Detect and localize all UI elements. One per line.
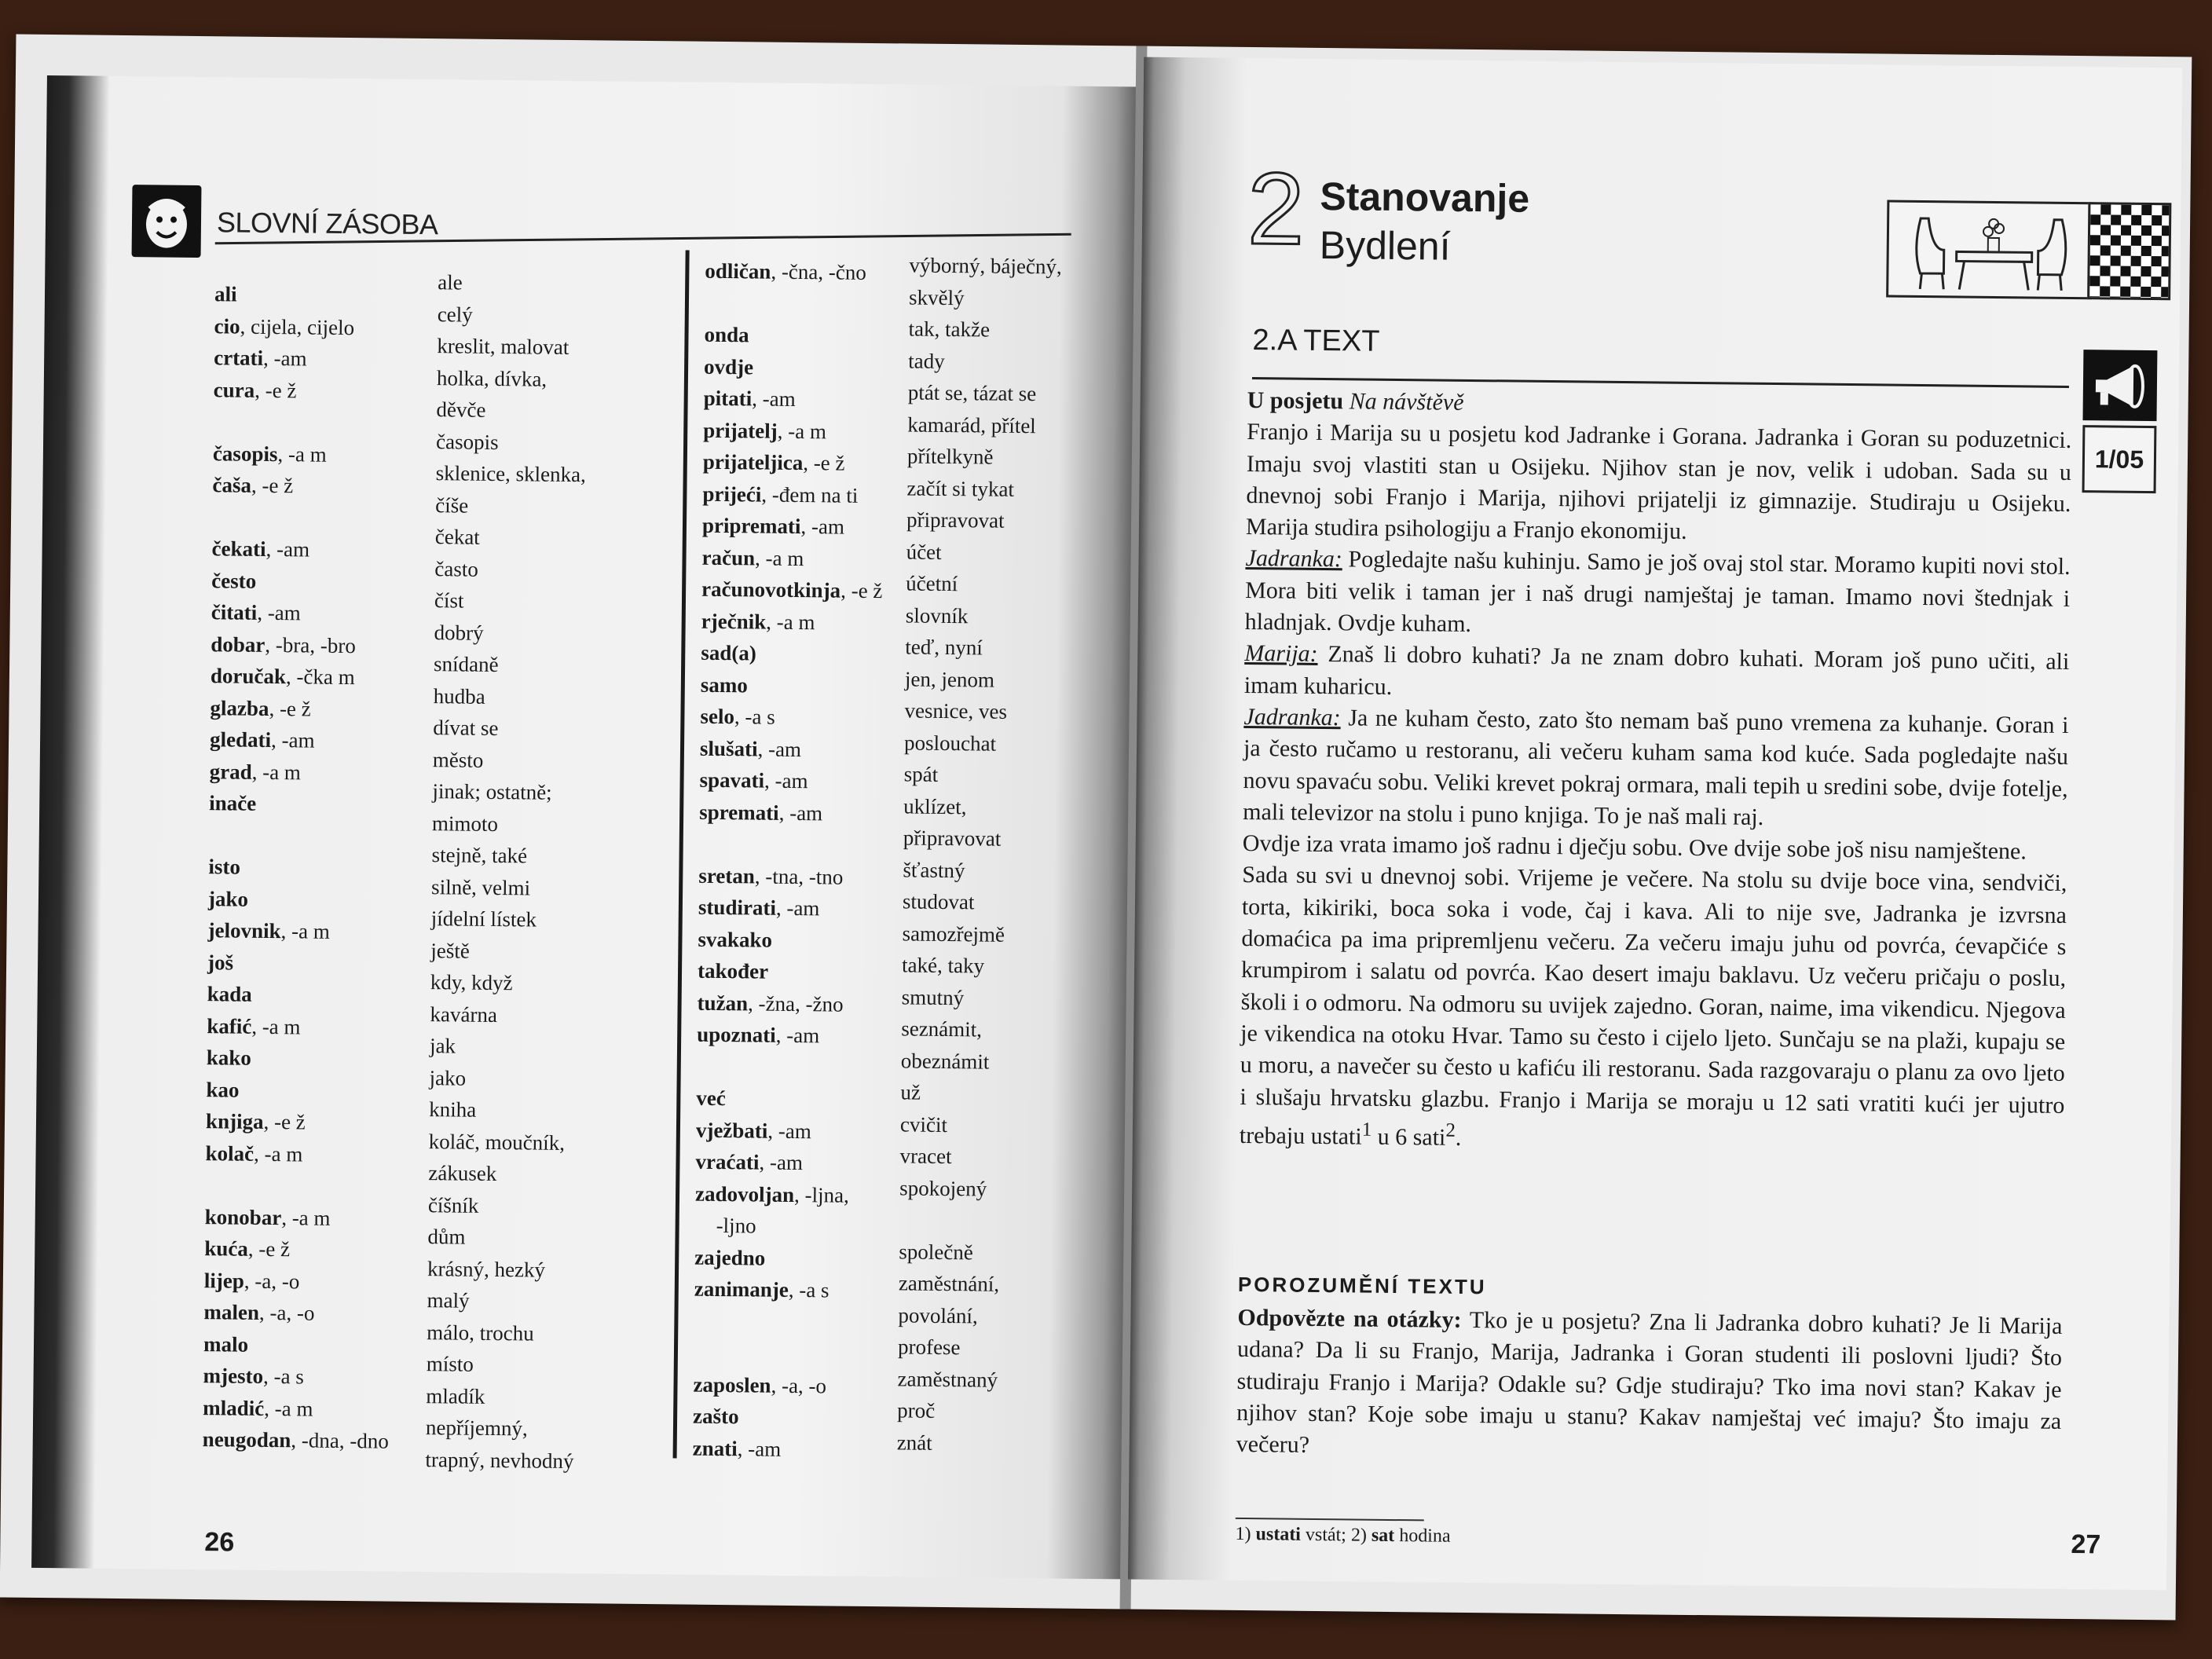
czech-translation: čekat <box>434 525 480 549</box>
czech-translation: jako <box>429 1065 467 1090</box>
czech-translation: holka, dívka, <box>436 365 548 391</box>
croatian-words-column-2 <box>692 255 932 1467</box>
grammar-note: , -am <box>270 728 315 753</box>
vocab-entry <box>207 1010 442 1045</box>
vocab-entry <box>701 573 929 608</box>
czech-translation: spokojený <box>899 1175 987 1201</box>
vocab-entry <box>205 1201 441 1236</box>
croatian-word: časopis <box>212 441 278 466</box>
grammar-note: , -e ž <box>255 378 297 402</box>
grammar-note: , -a m <box>280 919 330 943</box>
croatian-word: ali <box>214 282 237 306</box>
vocab-entry <box>207 1042 442 1076</box>
vocab-entry <box>204 1265 440 1299</box>
croatian-word: čekati <box>211 537 266 561</box>
czech-translation: ale <box>438 270 463 295</box>
czech-translation: výborný, báječný, <box>909 253 1062 279</box>
czech-translation: mimoto <box>431 811 499 836</box>
checkerboard-pattern <box>2087 202 2171 300</box>
czech-translation: trapný, nevhodný <box>425 1447 574 1473</box>
czech-translation: už <box>900 1080 921 1104</box>
vocab-entry <box>703 414 931 449</box>
grammar-note: , -a s <box>788 1277 830 1302</box>
croatian-word: doručak <box>210 664 287 689</box>
croatian-word: zajedno <box>694 1245 766 1270</box>
czech-translation: místo <box>426 1352 474 1376</box>
vocab-entry <box>205 1169 441 1203</box>
czech-translation: šťastný <box>903 857 965 882</box>
czech-translation: teď, nyní <box>905 635 983 660</box>
czech-translation: začít si tykat <box>906 475 1015 501</box>
grammar-note: , -e ž <box>251 473 294 498</box>
czech-translation: dívat se <box>433 716 499 741</box>
czech-translation: připravovat <box>903 826 1002 851</box>
croatian-word: rječnik <box>701 609 767 634</box>
czech-translation: stejně, také <box>431 843 528 868</box>
vocab-entry <box>203 1296 439 1331</box>
grammar-note: , -e ž <box>803 451 845 475</box>
vocab-entry <box>211 660 446 694</box>
vocab-entry <box>211 596 447 631</box>
czech-translation: ptát se, tázat se <box>907 380 1037 406</box>
croatian-word: kuća <box>204 1236 249 1261</box>
czech-translation: dobrý <box>434 620 484 645</box>
grammar-note: , -čka m <box>285 665 355 690</box>
croatian-word: prijeći <box>702 482 762 507</box>
megaphone-icon <box>2082 350 2157 421</box>
grammar-note: , -a m <box>253 1141 303 1166</box>
grammar-note: , -e ž <box>263 1109 306 1134</box>
grammar-note: , -am <box>759 1150 804 1175</box>
dialogue-line: Jadranka: Pogledajte našu kuhinju. Samo je još ovaj stol star. Moramo kupiti novi stol. Mora biti velik i taman jer i naš drugi namještaj je taman. Imamo novi štednjak i hladnjak. Ovdje kuham. <box>1244 545 2071 638</box>
czech-translation: skvělý <box>908 284 965 309</box>
open-book <box>0 35 2192 1621</box>
croatian-word: kafić <box>207 1013 252 1038</box>
croatian-word: čaša <box>212 473 252 497</box>
vocab-entry <box>212 501 448 536</box>
croatian-word: mladić <box>203 1395 265 1420</box>
grammar-note: , -am <box>767 1119 812 1143</box>
croatian-word: svakako <box>698 927 773 952</box>
vocab-entry <box>207 914 443 949</box>
vocab-entry <box>208 883 444 917</box>
czech-translation: město <box>432 747 484 772</box>
croatian-word: inače <box>209 791 257 815</box>
grammar-note: , -am <box>752 386 796 411</box>
text-heading: U posjetu Na návštěvě <box>1247 386 1464 416</box>
croatian-word: sretan <box>698 863 755 888</box>
czech-translation: jídelní lístek <box>430 906 537 932</box>
croatian-word: sad(a) <box>701 640 756 665</box>
grammar-note: , -am <box>764 768 808 793</box>
czech-translation: časopis <box>435 429 499 454</box>
croatian-word: kao <box>206 1077 240 1102</box>
grammar-note: , -bra, -bro <box>265 632 357 657</box>
grammar-note: , -a m <box>766 610 815 634</box>
croatian-word: dobar <box>211 632 266 657</box>
croatian-word: kada <box>207 982 252 1006</box>
vocab-entry <box>207 978 443 1013</box>
vocab-entry <box>206 1074 441 1108</box>
czech-translation: číše <box>435 493 469 518</box>
czech-translation: kniha <box>429 1097 477 1122</box>
croatian-word: glazba <box>210 695 269 720</box>
czech-translation: zákusek <box>428 1161 497 1186</box>
grammar-note: , -a m <box>281 1205 331 1230</box>
czech-translation: číšník <box>427 1192 479 1218</box>
vocab-entry <box>694 1337 921 1372</box>
vocab-entry <box>698 923 925 958</box>
croatian-word: jako <box>207 886 249 911</box>
czech-translation: společně <box>899 1239 973 1264</box>
vocab-entry <box>694 1241 922 1276</box>
section-title: 2.A TEXT <box>1252 324 1380 358</box>
grammar-note: , -a s <box>262 1364 304 1389</box>
czech-translation: silně, velmi <box>431 874 531 899</box>
vocab-entry <box>700 701 928 735</box>
croatian-word: cura <box>213 377 255 402</box>
grammar-note: , -am <box>800 515 845 539</box>
croatian-word: prijateljica <box>702 449 804 475</box>
vocab-entry <box>701 668 928 703</box>
croatian-word: isto <box>208 855 241 879</box>
croatian-word: samo <box>700 672 749 697</box>
vocab-entry <box>693 1368 921 1403</box>
furniture-illustration <box>1886 200 2093 300</box>
croatian-word: zanimanje <box>694 1276 789 1302</box>
croatian-word: konobar <box>204 1204 282 1229</box>
czech-translation: smutný <box>901 984 965 1009</box>
croatian-word: studirati <box>698 895 777 920</box>
vocab-entry <box>203 1423 438 1458</box>
czech-translation: slovník <box>905 602 969 628</box>
reading-text <box>1240 385 2072 1160</box>
grammar-note: , -a, -o <box>771 1373 827 1397</box>
croatian-word: slušati <box>699 736 758 760</box>
vocabulary-title: SLOVNÍ ZÁSOBA <box>216 206 438 241</box>
czech-translation: často <box>434 556 479 581</box>
croatian-word: mjesto <box>203 1364 264 1388</box>
vocab-entry <box>211 533 447 567</box>
grammar-note: , cijela, cijelo <box>240 314 355 339</box>
page-number-right: 27 <box>2071 1529 2101 1560</box>
croatian-word: tužan <box>697 991 749 1015</box>
croatian-word: knjiga <box>205 1109 264 1133</box>
grammar-note: -ljno <box>694 1213 756 1238</box>
vocab-entry <box>696 1082 924 1117</box>
croatian-word: selo <box>700 704 735 729</box>
vocab-entry <box>694 1210 922 1244</box>
czech-translations-column-2 <box>897 249 1114 1460</box>
vocab-entry <box>694 1305 921 1339</box>
czech-translation: málo, trochu <box>427 1320 534 1346</box>
vocab-entry <box>209 819 445 854</box>
croatian-word: onda <box>704 322 749 347</box>
czech-translation: koláč, moučník, <box>428 1129 566 1155</box>
czech-translation: zaměstnaný <box>897 1366 998 1392</box>
czech-translation: tak, takže <box>908 317 991 342</box>
czech-translation: proč <box>897 1398 936 1423</box>
chapter-subtitle: Bydlení <box>1319 222 1451 269</box>
croatian-word: malo <box>203 1331 249 1357</box>
vocab-entry <box>704 319 932 353</box>
vocab-entry <box>207 947 443 981</box>
grammar-note: , -žna, -žno <box>747 991 844 1016</box>
czech-translation: vracet <box>899 1144 952 1169</box>
croatian-words-column-1 <box>203 278 451 1458</box>
czech-translation: mladík <box>426 1383 485 1408</box>
czech-translation: snídaně <box>433 652 499 677</box>
grammar-note: , -am <box>266 537 310 562</box>
grammar-note: , -e ž <box>840 578 883 603</box>
paragraph: Sada su svi u dnevnoj sobi. Vrijeme je večere. Na stolu su dvije boce vina, sendviči, torta, kikiriki, boca soka i vode, čaj i kava. Ali to nije sve, Jadranka je izvrsna domaćica pa ima pripremljenu večeru. Za večeru imaju juhu od povrća, ćevapčiće s krumpirom i salatu od povrća. Kao desert imaju baklavu. Uz večeru pričaju o poslu, školi i o odmoru. Na odmoru su uvijek zajedno. Goran, naime, ima vikendicu. Njegova je vikendica na otoku Hvar. Tamo su često i cijelo ljeto. Sunčaju se na plaži, kupaju se u moru, a navečer su često u kafiću ili restoranu. Sada razgovaraju o planu za ovo ljeto i slušaju hrvatsku glazbu. Franjo i Marija se moraju u 12 sati vratiti kući jer ujutro trebaju ustati$^1$ u 6 sati$^2$. <box>1239 862 2067 1151</box>
grammar-note: , -a s <box>734 705 775 729</box>
czech-translation: tady <box>908 348 945 373</box>
vocab-entry <box>701 541 929 576</box>
vocab-entry <box>701 637 928 672</box>
vocab-entry <box>212 469 448 504</box>
croatian-word: odličan <box>705 258 771 284</box>
croatian-word: računovotkinja <box>701 577 841 602</box>
comprehension-title: POROZUMĚNÍ TEXTU <box>1237 1272 1487 1299</box>
vocab-entry <box>211 628 446 663</box>
comprehension-questions: Odpovězte na otázky: Tko je u posjetu? Zna li Jadranka dobro kuhati? Je li Marija udana? Da li su Franjo, Marija, Jadranka i Goran studenti ili poslovni ljudi? Što studiraju Franjo i Marija? Odakle su? Gdje studiraju? Tko ima novi stan? Kakav je njihov stan? Koje sobe imaju u stanu? Kakav namještaj već imaju? Što imaju za večeru? <box>1236 1304 2063 1459</box>
vocab-entry <box>693 1401 921 1435</box>
grammar-note: , -am <box>778 800 823 825</box>
czech-translation: cvičit <box>899 1111 948 1137</box>
vocab-entry <box>705 255 932 290</box>
vocab-entry <box>696 1114 924 1148</box>
chapter-title: Stanovanje <box>1320 174 1530 221</box>
dialogue-line: Marija: Znaš li dobro kuhati? Ja ne znam dobro kuhati. Moram još puno učiti, ali imam kuharicu. <box>1243 640 2070 700</box>
czech-translation: zaměstnání, <box>898 1271 1000 1296</box>
czech-translation: hudba <box>433 683 485 709</box>
grammar-note: , -am <box>737 1436 782 1461</box>
czech-translation: účetní <box>906 571 958 596</box>
vocab-entry <box>214 374 449 408</box>
page-number-left: 26 <box>204 1527 235 1558</box>
vocabulary-header <box>132 185 1083 258</box>
czech-translation: účet <box>906 539 942 564</box>
vocab-entry <box>692 1432 920 1467</box>
czech-translation: poslouchat <box>903 730 997 756</box>
croatian-word: kako <box>206 1046 252 1070</box>
czech-translation: jinak; ostatně; <box>432 779 552 804</box>
vocab-entry <box>205 1137 441 1172</box>
croatian-word: crtati <box>214 346 264 370</box>
footnotes: 1) ustati vstát; 2) sat hodina <box>1235 1523 1451 1547</box>
vocab-entry <box>698 859 926 894</box>
croatian-word: lijep <box>203 1268 245 1293</box>
croatian-word: spavati <box>699 767 765 793</box>
czech-translation: dům <box>427 1225 466 1249</box>
czech-translation: profese <box>897 1335 961 1360</box>
vocab-entry <box>697 987 925 1021</box>
vocab-entry <box>214 278 450 313</box>
croatian-word: još <box>207 950 234 975</box>
czech-translation: kdy, když <box>430 970 513 995</box>
czech-translation: kreslit, malovat <box>437 334 569 359</box>
mask-icon <box>132 185 202 258</box>
audio-track-number: 1/05 <box>2082 425 2157 493</box>
vocab-entry <box>210 692 445 727</box>
czech-translation: přítelkyně <box>906 444 994 469</box>
grammar-note: , -e ž <box>247 1236 291 1262</box>
croatian-word: kolač <box>205 1141 255 1166</box>
czech-translation: připravovat <box>906 507 1005 533</box>
czech-translation: celý <box>437 302 473 327</box>
grammar-note: , -a m <box>277 441 327 467</box>
croatian-word: vježbati <box>695 1118 768 1143</box>
croatian-word: gledati <box>209 727 272 752</box>
vocab-entry <box>702 478 930 512</box>
croatian-word: ovdje <box>703 354 754 379</box>
vocab-entry <box>697 1050 925 1085</box>
vocab-entry <box>701 605 929 639</box>
vocab-entry <box>700 732 928 767</box>
grammar-note: , -a m <box>251 760 302 784</box>
czech-translation: krásný, hezký <box>427 1256 546 1282</box>
czech-translation: ještě <box>430 938 470 963</box>
croatian-word: zašto <box>692 1404 739 1429</box>
vocab-entry <box>699 796 927 830</box>
czech-translation: znát <box>896 1430 932 1455</box>
vocab-entry <box>698 892 926 926</box>
vocab-entry <box>699 764 927 799</box>
grammar-note: , -a m <box>777 419 827 443</box>
paragraph-intro: Franjo i Marija su u posjetu kod Jadranke i Gorana. Jadranka i Goran su poduzetnici. Imaju svoj vlastiti stan u Osijeku. Njihov stan je nov, velik i udoban. Sada su u dnevnoj sobi Franjo i Marija, njihovi prijatelji iz gimnazije. Studiraju u Osijeku. Marija studira psihologiju a Franjo ekonomiju. <box>1245 419 2072 545</box>
czech-translation <box>899 1203 1104 1237</box>
vocab-entry <box>203 1360 438 1394</box>
czech-translation: děvče <box>436 397 486 422</box>
vocab-entry <box>203 1328 439 1363</box>
croatian-word: već <box>696 1086 726 1111</box>
vocab-entry <box>204 1232 440 1267</box>
croatian-word: zaposlen <box>693 1372 771 1397</box>
vocab-entry <box>703 383 931 417</box>
czech-translation: malý <box>427 1288 470 1313</box>
vocab-entry <box>203 1392 438 1426</box>
croatian-word: račun <box>701 545 756 569</box>
grammar-note: , -a m <box>251 1014 301 1038</box>
croatian-word: zadovoljan <box>694 1181 795 1207</box>
grammar-note: , -čna, -čno <box>771 259 867 284</box>
croatian-word: vraćati <box>695 1149 760 1174</box>
grammar-note: , -a m <box>264 1396 313 1421</box>
czech-translation: uklízet, <box>903 793 967 819</box>
croatian-word: čitati <box>211 600 258 624</box>
vocab-entry <box>209 756 445 790</box>
czech-translation: samozřejmě <box>902 921 1005 947</box>
croatian-word: cio <box>214 313 240 339</box>
chapter-number: 2 <box>1247 150 1306 266</box>
croatian-word: malen <box>203 1300 260 1324</box>
czech-translation: číst <box>434 588 464 613</box>
croatian-word: također <box>697 958 769 983</box>
vocab-entry <box>209 787 445 822</box>
czech-translation: kamarád, přítel <box>907 412 1036 438</box>
vocab-entry <box>211 565 447 599</box>
croatian-word: pitati <box>703 386 753 411</box>
czech-translation: také, taky <box>901 953 985 978</box>
vocab-entry <box>703 446 931 481</box>
vocab-entry <box>206 1105 441 1140</box>
vocab-entry <box>699 828 927 862</box>
czech-translation: spát <box>903 762 939 786</box>
czech-translation: nepříjemný, <box>425 1415 528 1441</box>
grammar-note: , -a m <box>754 545 804 570</box>
grammar-note: , -e ž <box>269 696 311 721</box>
czech-translation: studovat <box>902 889 975 914</box>
vocab-entry <box>213 405 449 440</box>
croatian-word: neugodan <box>202 1427 291 1452</box>
vocab-entry <box>698 955 925 990</box>
croatian-word: pripremati <box>701 513 801 539</box>
vocab-entry <box>208 851 444 885</box>
czech-translation: sklenice, sklenka, <box>435 461 587 487</box>
croatian-word: grad <box>209 759 252 784</box>
grammar-note: , -đem na ti <box>761 482 859 507</box>
czech-translation: povolání, <box>898 1302 978 1328</box>
vocab-entry <box>704 350 932 385</box>
vocab-entry <box>214 310 449 345</box>
czech-translation: seznámit, <box>901 1016 983 1042</box>
croatian-word: jelovnik <box>207 918 281 943</box>
grammar-note: , -am <box>775 895 820 921</box>
grammar-note: , -ljna, <box>793 1182 849 1207</box>
vocab-entry <box>213 438 449 472</box>
vocab-entry <box>695 1146 923 1181</box>
czech-translations-column-1 <box>425 266 697 1478</box>
paragraph: Ovdje iza vrata imamo još radnu i dječju sobu. Ove dvije sobe još nisu namještene. <box>1242 830 2027 865</box>
czech-translation: jen, jenom <box>904 666 995 692</box>
grammar-note: , -am <box>775 1023 820 1048</box>
croatian-word: znati <box>692 1436 738 1460</box>
czech-translation: jak <box>429 1034 456 1058</box>
vocab-entry <box>705 287 932 321</box>
vocab-entry <box>694 1273 922 1308</box>
croatian-word: često <box>211 568 257 593</box>
grammar-note: , -am <box>262 346 307 371</box>
grammar-note: , -am <box>257 600 301 625</box>
grammar-note: , -a, -o <box>258 1300 315 1325</box>
croatian-word: prijatelj <box>703 418 778 443</box>
czech-translation: vesnice, ves <box>904 698 1008 723</box>
czech-translation: kavárna <box>430 1002 498 1027</box>
vocab-entry <box>210 723 445 758</box>
vocab-entry <box>697 1019 925 1053</box>
grammar-note: , -tna, -tno <box>754 863 844 889</box>
czech-translation: obeznámit <box>900 1048 990 1074</box>
grammar-note: , -dna, -dno <box>291 1428 389 1453</box>
croatian-word: spremati <box>699 800 779 825</box>
vocab-entry <box>702 510 930 544</box>
grammar-note: , -a, -o <box>244 1269 300 1293</box>
grammar-note: , -am <box>757 736 802 761</box>
vocab-entry <box>695 1177 923 1212</box>
dialogue-line: Jadranka: Ja ne kuham često, zato što nemam baš puno vremena za kuhanje. Goran i ja često ručamo u restoranu, ali večeru kuham sama kod kuće. Sada pogledajte našu novu spavaću sobu. Veliki krevet pokraj ormara, mali tepih u sredini sobe, dvije fotelje, mali televizor na stolu i puno knjiga. To je naš mali raj. <box>1243 703 2069 830</box>
croatian-word: upoznati <box>697 1022 776 1047</box>
vocab-entry <box>214 342 449 376</box>
